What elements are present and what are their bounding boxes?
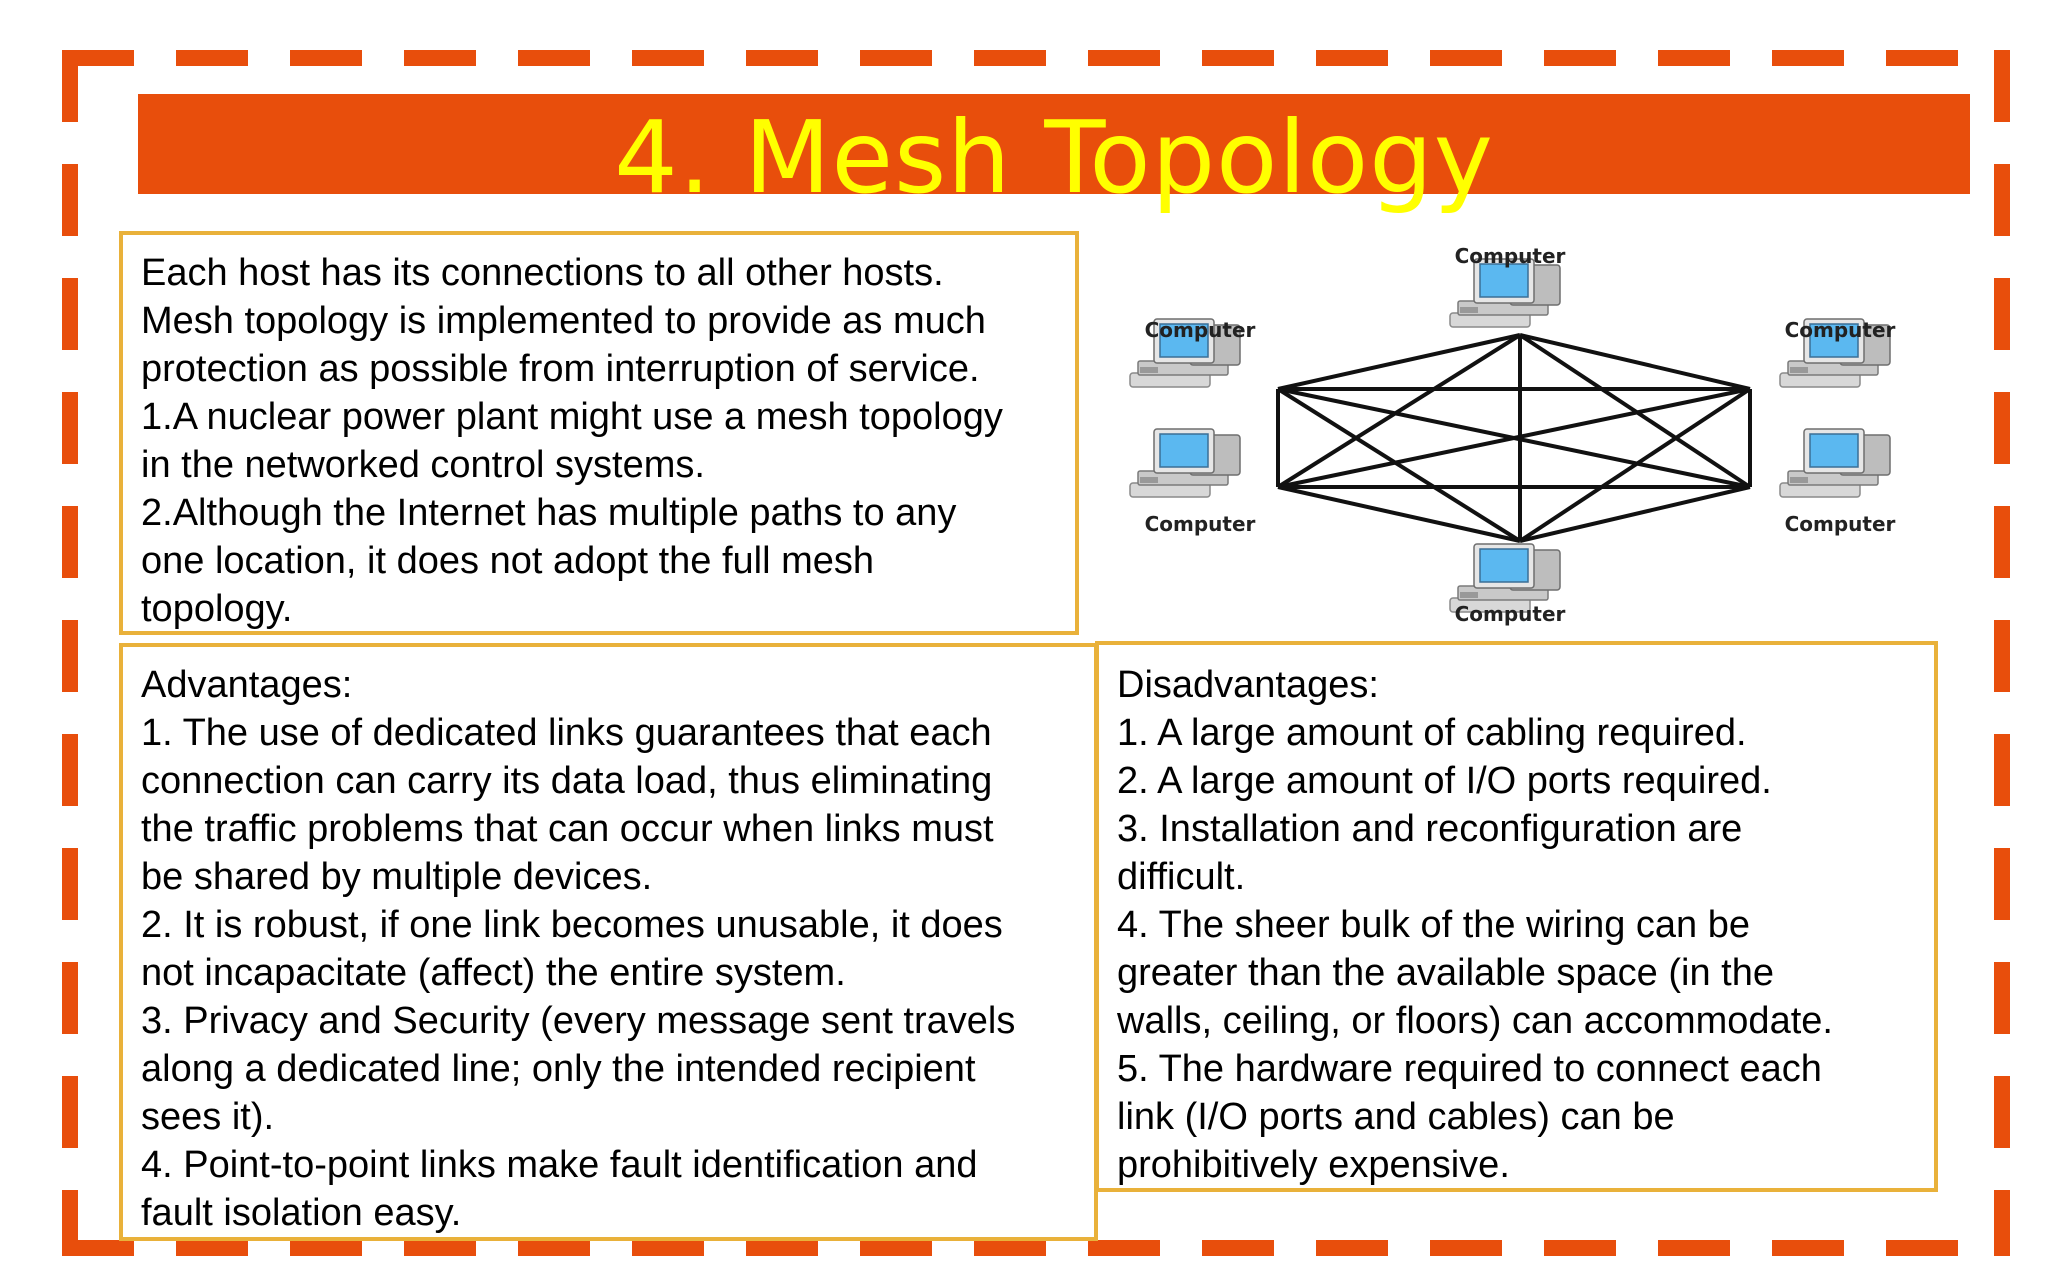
advantage-line: fault isolation easy. xyxy=(141,1192,462,1234)
computer-label: Computer xyxy=(1454,602,1566,626)
intro-line: 1.A nuclear power plant might use a mesh topology xyxy=(141,396,1003,438)
disadvantage-line: prohibitively expensive. xyxy=(1117,1144,1510,1186)
intro-line: 2.Although the Internet has multiple paths to any xyxy=(141,492,957,534)
page-title: 4. Mesh Topology xyxy=(614,99,1494,216)
advantage-line: connection can carry its data load, thus eliminating xyxy=(141,760,993,802)
computer-label: Computer xyxy=(1454,244,1566,268)
advantage-line: not incapacitate (affect) the entire system. xyxy=(141,952,846,994)
intro-text-box xyxy=(119,231,1079,635)
computer-label: Computer xyxy=(1144,318,1256,342)
computer-label: Computer xyxy=(1784,318,1896,342)
computer-label: Computer xyxy=(1784,512,1896,536)
mesh-link xyxy=(1278,335,1520,389)
computer-label: Computer xyxy=(1144,512,1256,536)
advantage-line: 1. The use of dedicated links guarantees that each xyxy=(141,712,992,754)
mesh-nodes xyxy=(1130,244,1896,626)
advantage-line: along a dedicated line; only the intended recipient xyxy=(141,1048,976,1090)
computer-icon xyxy=(1130,429,1240,497)
intro-line: Each host has its connections to all other hosts. xyxy=(141,252,944,294)
disadvantage-line: walls, ceiling, or floors) can accommodate. xyxy=(1117,1000,1833,1042)
mesh-link xyxy=(1278,487,1520,541)
disadvantage-line: 4. The sheer bulk of the wiring can be xyxy=(1117,904,1751,946)
intro-line: in the networked control systems. xyxy=(141,444,705,486)
disadvantage-line: link (I/O ports and cables) can be xyxy=(1117,1096,1675,1138)
intro-line: Mesh topology is implemented to provide as much xyxy=(141,300,986,342)
disadvantage-line: greater than the available space (in the xyxy=(1117,952,1774,994)
disadvantage-line: 1. A large amount of cabling required. xyxy=(1117,712,1747,754)
disadvantage-line: 3. Installation and reconfiguration are xyxy=(1117,808,1743,850)
computer-icon xyxy=(1450,259,1560,327)
advantage-line: the traffic problems that can occur when links must xyxy=(141,808,994,850)
advantages-heading: Advantages: xyxy=(141,664,353,706)
disadvantage-line: 2. A large amount of I/O ports required. xyxy=(1117,760,1772,802)
intro-line: one location, it does not adopt the full mesh xyxy=(141,540,875,582)
disadvantages-box xyxy=(1095,641,1938,1192)
mesh-diagram xyxy=(1100,235,1960,635)
disadvantages-heading: Disadvantages: xyxy=(1117,664,1379,706)
advantages-box xyxy=(119,643,1098,1241)
advantage-line: be shared by multiple devices. xyxy=(141,856,653,898)
mesh-link xyxy=(1520,487,1750,541)
intro-line: topology. xyxy=(141,588,293,630)
advantage-line: 2. It is robust, if one link becomes unusable, it does xyxy=(141,904,1003,946)
advantage-line: 3. Privacy and Security (every message sent travels xyxy=(141,1000,1016,1042)
computer-icon xyxy=(1780,429,1890,497)
disadvantage-line: 5. The hardware required to connect each xyxy=(1117,1048,1822,1090)
disadvantage-line: difficult. xyxy=(1117,856,1246,898)
advantage-line: sees it). xyxy=(141,1096,275,1138)
advantage-line: 4. Point-to-point links make fault identification and xyxy=(141,1144,978,1186)
mesh-links xyxy=(1278,335,1750,541)
intro-line: protection as possible from interruption of service. xyxy=(141,348,980,390)
mesh-link xyxy=(1520,335,1750,389)
